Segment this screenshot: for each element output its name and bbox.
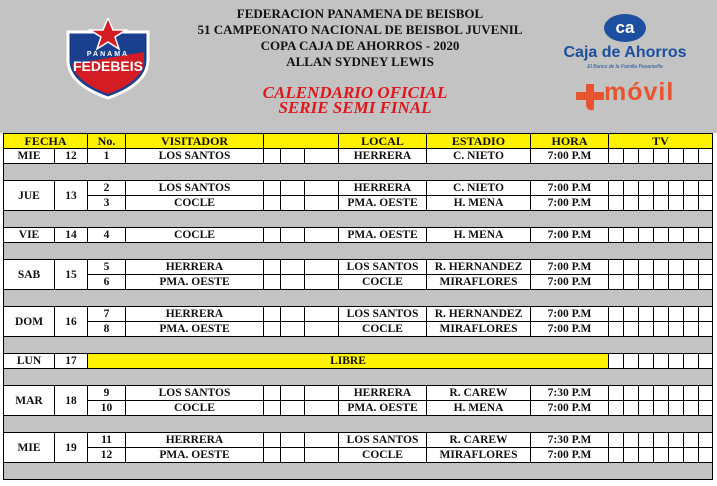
blank-cell	[264, 260, 281, 275]
tv-cell	[609, 307, 624, 322]
tv-cell	[624, 181, 639, 196]
tv-cell	[609, 322, 624, 337]
blank-cell	[264, 307, 281, 322]
hora-cell: 7:00 P.M	[531, 275, 609, 290]
tv-cell	[684, 354, 699, 369]
blank-cell	[305, 401, 339, 416]
tv-cell	[669, 149, 684, 164]
estadio-cell: C. NIETO	[427, 181, 531, 196]
tv-cell	[624, 228, 639, 243]
tv-cell	[669, 196, 684, 211]
tv-cell	[669, 307, 684, 322]
game-number-cell: 2	[88, 181, 126, 196]
caja-symbol-icon: ca	[604, 14, 646, 42]
local-cell: LOS SANTOS	[339, 260, 427, 275]
estadio-cell: MIRAFLORES	[427, 275, 531, 290]
table-row	[4, 260, 713, 275]
local-cell: COCLE	[339, 448, 427, 463]
blank-cell	[264, 401, 281, 416]
blank-cell	[281, 181, 305, 196]
estadio-cell: H. MENA	[427, 401, 531, 416]
tv-cell	[609, 149, 624, 164]
local-cell: PMA. OESTE	[339, 228, 427, 243]
table-row	[4, 448, 713, 463]
title-line-4: ALLAN SYDNEY LEWIS	[286, 54, 434, 69]
visitador-cell: HERRERA	[126, 307, 264, 322]
blank-cell	[264, 181, 281, 196]
tv-cell	[624, 275, 639, 290]
tv-cell	[609, 196, 624, 211]
table-row	[4, 196, 713, 211]
tv-cell	[699, 228, 713, 243]
table-row	[4, 275, 713, 290]
tv-cell	[654, 322, 669, 337]
game-number-cell: 4	[88, 228, 126, 243]
tv-cell	[654, 354, 669, 369]
header-estadio: ESTADIO	[427, 134, 531, 149]
tv-cell	[654, 307, 669, 322]
visitador-cell: PMA. OESTE	[126, 448, 264, 463]
blank-cell	[305, 386, 339, 401]
table-row	[4, 228, 713, 243]
movil-plus-icon	[572, 82, 608, 112]
title-line-3: COPA CAJA DE AHORROS - 2020	[260, 38, 460, 53]
schedule-body	[4, 149, 713, 480]
tv-cell	[684, 181, 699, 196]
blank-cell	[264, 448, 281, 463]
separator-cell	[4, 337, 713, 354]
blank-cell	[281, 260, 305, 275]
hora-cell: 7:00 P.M	[531, 401, 609, 416]
tv-cell	[669, 401, 684, 416]
tv-cell	[624, 448, 639, 463]
tv-cell	[639, 228, 654, 243]
visitador-cell: COCLE	[126, 401, 264, 416]
column-header-row	[4, 134, 713, 149]
tv-cell	[684, 448, 699, 463]
blank-cell	[281, 196, 305, 211]
separator-cell	[4, 369, 713, 386]
libre-cell: LIBRE	[88, 354, 609, 369]
visitador-cell: HERRERA	[126, 260, 264, 275]
blank-cell	[281, 307, 305, 322]
tv-cell	[639, 354, 654, 369]
tv-cell	[684, 228, 699, 243]
tv-cell	[624, 322, 639, 337]
tv-cell	[624, 354, 639, 369]
tv-cell	[639, 149, 654, 164]
separator-row	[4, 211, 713, 228]
hora-cell: 7:30 P.M	[531, 386, 609, 401]
local-cell: LOS SANTOS	[339, 433, 427, 448]
separator-row	[4, 164, 713, 181]
fedebeis-name: FEDEBEIS	[72, 58, 144, 74]
blank-cell	[281, 433, 305, 448]
day-cell: DOM	[4, 307, 55, 337]
header-blank	[264, 134, 339, 149]
tv-cell	[639, 433, 654, 448]
tv-cell	[699, 386, 713, 401]
tv-cell	[654, 260, 669, 275]
tv-cell	[639, 401, 654, 416]
game-number-cell: 5	[88, 260, 126, 275]
tv-cell	[609, 181, 624, 196]
tv-cell	[639, 196, 654, 211]
day-cell: LUN	[4, 354, 55, 369]
separator-cell	[4, 164, 713, 181]
table-row	[4, 386, 713, 401]
local-cell: HERRERA	[339, 386, 427, 401]
game-number-cell: 7	[88, 307, 126, 322]
separator-cell	[4, 463, 713, 480]
tv-cell	[654, 196, 669, 211]
table-row	[4, 433, 713, 448]
calendar-title	[200, 85, 510, 115]
game-number-cell: 8	[88, 322, 126, 337]
tv-cell	[669, 181, 684, 196]
tv-cell	[654, 433, 669, 448]
hora-cell: 7:00 P.M	[531, 448, 609, 463]
tv-cell	[609, 260, 624, 275]
caja-name: Caja de Ahorros	[563, 44, 687, 61]
date-cell: 16	[55, 307, 88, 337]
local-cell: HERRERA	[339, 149, 427, 164]
tv-cell	[639, 386, 654, 401]
tv-cell	[669, 448, 684, 463]
estadio-cell: R. CAREW	[427, 386, 531, 401]
estadio-cell: MIRAFLORES	[427, 322, 531, 337]
game-number-cell: 9	[88, 386, 126, 401]
table-row	[4, 307, 713, 322]
hora-cell: 7:00 P.M	[531, 181, 609, 196]
tv-cell	[639, 307, 654, 322]
tv-cell	[654, 275, 669, 290]
estadio-cell: MIRAFLORES	[427, 448, 531, 463]
visitador-cell: LOS SANTOS	[126, 149, 264, 164]
tv-cell	[624, 401, 639, 416]
estadio-cell: R. CAREW	[427, 433, 531, 448]
blank-cell	[281, 448, 305, 463]
header-tv: TV	[609, 134, 713, 149]
tv-cell	[684, 260, 699, 275]
blank-cell	[305, 307, 339, 322]
blank-cell	[281, 386, 305, 401]
hora-cell: 7:00 P.M	[531, 196, 609, 211]
tv-cell	[699, 149, 713, 164]
tv-cell	[669, 275, 684, 290]
separator-cell	[4, 211, 713, 228]
date-cell: 14	[55, 228, 88, 243]
tv-cell	[624, 149, 639, 164]
blank-cell	[264, 149, 281, 164]
tv-cell	[669, 322, 684, 337]
visitador-cell: PMA. OESTE	[126, 275, 264, 290]
tv-cell	[624, 307, 639, 322]
blank-cell	[264, 275, 281, 290]
tv-cell	[609, 433, 624, 448]
visitador-cell: HERRERA	[126, 433, 264, 448]
blank-cell	[264, 228, 281, 243]
estadio-cell: H. MENA	[427, 228, 531, 243]
blank-cell	[305, 181, 339, 196]
tv-cell	[609, 275, 624, 290]
local-cell: PMA. OESTE	[339, 196, 427, 211]
estadio-cell: H. MENA	[427, 196, 531, 211]
tv-cell	[699, 354, 713, 369]
header-fecha: FECHA	[4, 134, 88, 149]
separator-cell	[4, 290, 713, 307]
visitador-cell: PMA. OESTE	[126, 322, 264, 337]
local-cell: COCLE	[339, 275, 427, 290]
separator-cell	[4, 416, 713, 433]
tv-cell	[609, 354, 624, 369]
hora-cell: 7:00 P.M	[531, 149, 609, 164]
table-row	[4, 322, 713, 337]
local-cell: HERRERA	[339, 181, 427, 196]
hora-cell: 7:30 P.M	[531, 433, 609, 448]
tv-cell	[684, 433, 699, 448]
blank-cell	[305, 322, 339, 337]
tv-cell	[669, 260, 684, 275]
tv-cell	[654, 228, 669, 243]
tv-cell	[669, 228, 684, 243]
hora-cell: 7:00 P.M	[531, 260, 609, 275]
game-number-cell: 6	[88, 275, 126, 290]
header-no: No.	[88, 134, 126, 149]
title-block	[160, 6, 560, 70]
tv-cell	[654, 181, 669, 196]
blank-cell	[305, 275, 339, 290]
tv-cell	[624, 386, 639, 401]
header-visitador: VISITADOR	[126, 134, 264, 149]
tv-cell	[699, 196, 713, 211]
blank-cell	[264, 386, 281, 401]
tv-cell	[639, 448, 654, 463]
movil-text: móvil	[604, 78, 675, 106]
tv-cell	[684, 196, 699, 211]
separator-row	[4, 416, 713, 433]
calendar-line-2: SERIE SEMI FINAL	[278, 98, 432, 117]
table-row	[4, 401, 713, 416]
game-number-cell: 11	[88, 433, 126, 448]
hora-cell: 7:00 P.M	[531, 228, 609, 243]
date-cell: 19	[55, 433, 88, 463]
tv-cell	[654, 149, 669, 164]
date-cell: 12	[55, 149, 88, 164]
day-cell: MIE	[4, 149, 55, 164]
blank-cell	[305, 433, 339, 448]
tv-cell	[624, 196, 639, 211]
tv-cell	[684, 275, 699, 290]
blank-cell	[281, 322, 305, 337]
blank-cell	[305, 196, 339, 211]
tv-cell	[609, 228, 624, 243]
game-number-cell: 10	[88, 401, 126, 416]
tv-cell	[609, 386, 624, 401]
separator-row	[4, 337, 713, 354]
visitador-cell: COCLE	[126, 196, 264, 211]
day-cell: MAR	[4, 386, 55, 416]
local-cell: PMA. OESTE	[339, 401, 427, 416]
tv-cell	[699, 433, 713, 448]
tv-cell	[699, 401, 713, 416]
tv-cell	[699, 322, 713, 337]
tv-cell	[639, 275, 654, 290]
day-cell: VIE	[4, 228, 55, 243]
date-cell: 17	[55, 354, 88, 369]
local-cell: LOS SANTOS	[339, 307, 427, 322]
game-number-cell: 12	[88, 448, 126, 463]
tv-cell	[699, 181, 713, 196]
tv-cell	[684, 149, 699, 164]
hora-cell: 7:00 P.M	[531, 307, 609, 322]
separator-row	[4, 463, 713, 480]
fedebeis-small-text: PANAMA	[86, 51, 130, 58]
tv-cell	[699, 275, 713, 290]
estadio-cell: R. HERNANDEZ	[427, 307, 531, 322]
blank-cell	[264, 433, 281, 448]
header-local: LOCAL	[339, 134, 427, 149]
blank-cell	[305, 448, 339, 463]
tv-cell	[699, 448, 713, 463]
tv-cell	[654, 401, 669, 416]
tv-cell	[699, 260, 713, 275]
sponsor-logo	[550, 14, 700, 114]
blank-cell	[305, 228, 339, 243]
visitador-cell: LOS SANTOS	[126, 386, 264, 401]
blank-cell	[281, 275, 305, 290]
blank-cell	[281, 401, 305, 416]
tv-cell	[624, 260, 639, 275]
table-row	[4, 354, 713, 369]
separator-row	[4, 243, 713, 260]
visitador-cell: LOS SANTOS	[126, 181, 264, 196]
tv-cell	[684, 401, 699, 416]
blank-cell	[264, 196, 281, 211]
header-hora: HORA	[531, 134, 609, 149]
tv-cell	[624, 433, 639, 448]
day-cell: MIE	[4, 433, 55, 463]
tv-cell	[654, 386, 669, 401]
header-banner	[0, 0, 717, 133]
tv-cell	[669, 386, 684, 401]
title-line-2: 51 CAMPEONATO NACIONAL DE BEISBOL JUVENIL	[197, 22, 523, 37]
tv-cell	[639, 181, 654, 196]
blank-cell	[281, 228, 305, 243]
date-cell: 18	[55, 386, 88, 416]
hora-cell: 7:00 P.M	[531, 322, 609, 337]
separator-row	[4, 290, 713, 307]
tv-cell	[639, 260, 654, 275]
blank-cell	[281, 149, 305, 164]
blank-cell	[264, 322, 281, 337]
table-row	[4, 149, 713, 164]
local-cell: COCLE	[339, 322, 427, 337]
caja-tagline: El Banco de la Familia Panameña	[587, 64, 663, 70]
tv-cell	[684, 322, 699, 337]
separator-row	[4, 369, 713, 386]
tv-cell	[699, 307, 713, 322]
estadio-cell: R. HERNANDEZ	[427, 260, 531, 275]
tv-cell	[684, 386, 699, 401]
day-cell: SAB	[4, 260, 55, 290]
fedebeis-logo	[60, 18, 156, 100]
game-number-cell: 1	[88, 149, 126, 164]
tv-cell	[639, 322, 654, 337]
tv-cell	[669, 354, 684, 369]
calendar-line-1: CALENDARIO OFICIAL	[262, 83, 448, 102]
separator-cell	[4, 243, 713, 260]
tv-cell	[684, 307, 699, 322]
blank-cell	[305, 149, 339, 164]
tv-cell	[669, 433, 684, 448]
visitador-cell: COCLE	[126, 228, 264, 243]
schedule-table	[3, 133, 713, 480]
game-number-cell: 3	[88, 196, 126, 211]
estadio-cell: C. NIETO	[427, 149, 531, 164]
date-cell: 15	[55, 260, 88, 290]
blank-cell	[305, 260, 339, 275]
day-cell: JUE	[4, 181, 55, 211]
movil-logo	[572, 80, 692, 110]
tv-cell	[609, 448, 624, 463]
tv-cell	[654, 448, 669, 463]
date-cell: 13	[55, 181, 88, 211]
title-line-1: FEDERACION PANAMENA DE BEISBOL	[236, 6, 484, 21]
table-row	[4, 181, 713, 196]
tv-cell	[609, 401, 624, 416]
